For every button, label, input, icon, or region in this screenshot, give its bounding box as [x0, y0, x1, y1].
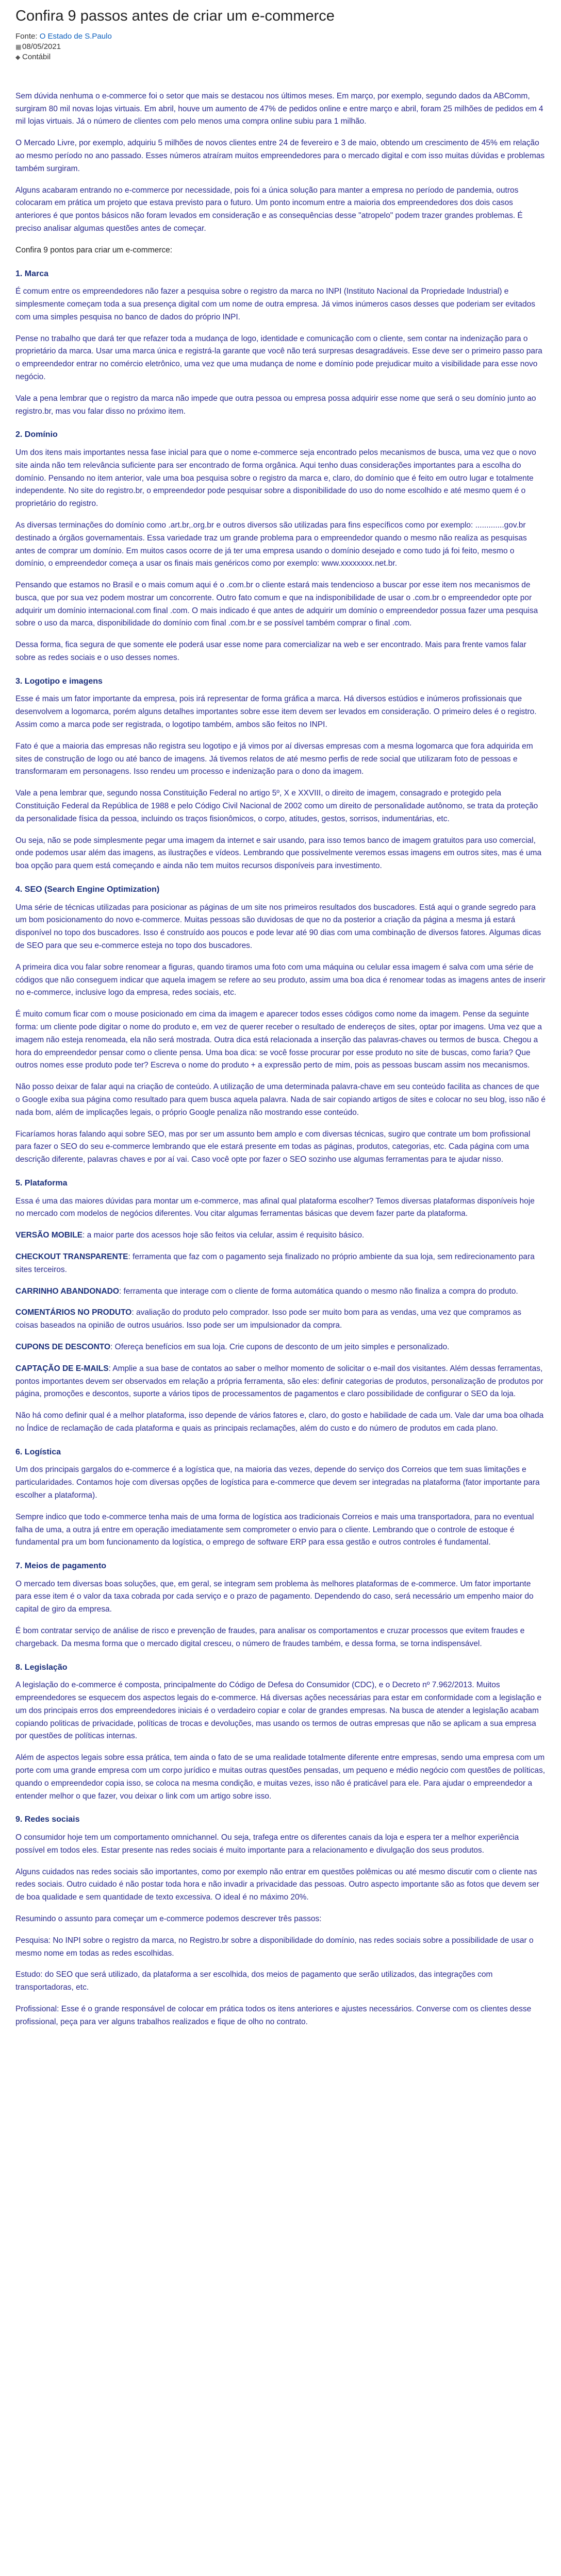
- paragraph: Essa é uma das maiores dúvidas para montar um e-commerce, mas afinal qual plataforma escolher? Temos diversas plataformas disponíveis hoje no mercado com modelos de negócios diferentes. Vou citar algumas ferramentas básicas que devem fazer parte da plataforma.: [15, 1196, 535, 1218]
- section-heading: 3. Logotipo e imagens: [15, 676, 103, 686]
- paragraph: As diversas terminações do domínio como .art.br,.org.br e outros diversos são utilizadas para fins específicos como por exemplo: .............gov.br destinado a órgãos governamentais. Essa variedade traz um grande problema para o empreendedor quando o mesmo não realiza as pesquisas antes de comprar um domínio. Em muitos casos ocorre de já ter uma empresa usando o domínio desejado e como tudo já foi feito, mesmo o domínio, o empreendedor começa a usar os finais mais genéricos como por exemplo: www.xxxxxxxx.net.br.: [15, 520, 527, 568]
- paragraph: Esse é mais um fator importante da empresa, pois irá representar de forma gráfica a marca. Há diversos estúdios e inúmeros profissionais que desenvolvem a logomarca, porém alguns detalhes importantes sobre esse item devem ser levados em consideração. O primeiro deles é o registro. Assim como a marca pode ser registrada, o logotipo também, ambos são feitos no INPI.: [15, 694, 537, 730]
- section-heading: 7. Meios de pagamento: [15, 1562, 107, 1571]
- term-description: : Amplie a sua base de contatos ao saber o melhor momento de solicitar o e-mail dos visitantes. Além dessas ferramentas, pontos importantes devem ser observados em relação a própria ferramenta, são eles: definir categorias de produtos, personalização de produtos por página, promoções e descontos, suporte a vários tipos de processamentos de pagamentos e claro possibilidade de configurar o SEO da loja.: [15, 1364, 543, 1399]
- paragraph: Pensando que estamos no Brasil e o mais comum aqui é o .com.br o cliente estará mais tendencioso a buscar por esse item nos mecanismos de busca, que por sua vez podem mostrar um concorrente. Outro fato comum e que na indisponibilidade de usar o .com.br o empreendedor opte por adquirir um domínio internacional.com final .com. O mais indicado é que antes de adquirir um domínio o empreendedor possua fazer uma pesquisa sobre o uso da marca, disponibilidade do domínio com final .com.br e se possível também comprar o final .com.: [15, 581, 538, 628]
- paragraph: Resumindo o assunto para começar um e-commerce podemos descrever três passos:: [15, 1914, 322, 1924]
- section-heading: 6. Logística: [15, 1447, 61, 1456]
- term-paragraph: [15, 1341, 546, 1354]
- paragraph: Além de aspectos legais sobre essa prática, tem ainda o fato de se uma realidade totalmente diferente entre empresas, sendo uma empresa com um porte com uma grande empresa com um corpo jurídico e muitas outras questões pensadas, um pequeno e médio negócio com questões de políticas, quando o empreendedor copia isso, se coloca na mesma condição, e muitas vezes, isso não é praticável para ele. Para ajudar o empreendedor a entender melhor o que fazer, vou deixar o link com um artigo sobre isso.: [15, 1753, 546, 1801]
- section-heading: 5. Plataforma: [15, 1178, 68, 1188]
- term-description: : avaliação do produto pelo comprador. Isso pode ser muito bom para as vendas, uma vez que compramos as coisas baseados na opinião de outros usuários. Isso pode ser um impulsionador da compra.: [15, 1308, 521, 1330]
- calendar-icon: ▦: [15, 43, 22, 50]
- paragraph: Pense no trabalho que dará ter que refazer toda a mudança de logo, identidade e comunicação com o cliente, sem contar na indenização para o proprietário da marca. Usar uma marca única e registrá-la garante que você não terá surpresas desagradáveis. Esse deve ser o primeiro passo para o empreendedor entrar no comércio eletrônico, uma vez que uma mudança de nome e domínio pode prejudicar muito a visibilidade para esse novo negócio.: [15, 334, 542, 381]
- category-link[interactable]: Contábil: [22, 52, 51, 61]
- article-title: Confira 9 passos antes de criar um e-commerce: [15, 8, 335, 24]
- term-paragraph: [15, 1229, 546, 1242]
- paragraph: Ou seja, não se pode simplesmente pegar uma imagem da internet e sair usando, para isso temos banco de imagem gratuitos para uso comercial, onde podemos usar além das imagens, as ilustrações e vídeos. Lembrando que possivelmente veremos essas imagens em outros sites, mas é uma boa opção para quem está começando e ainda não tem muitos recursos disponíveis para investimento.: [15, 836, 542, 871]
- section-heading: 1. Marca: [15, 269, 49, 278]
- term-description: : ferramenta que faz com o pagamento seja finalizado no próprio ambiente da sua loja, sem redirecionamento para sites terceiros.: [15, 1252, 535, 1274]
- term-description: : a maior parte dos acessos hoje são feitos via celular, assim é requisito básico.: [82, 1231, 365, 1240]
- term-description: : Ofereça benefícios em sua loja. Crie cupons de desconto de um jeito simples e personalizado.: [110, 1342, 450, 1351]
- term-paragraph: [15, 1285, 546, 1298]
- term-paragraph: [15, 1251, 546, 1277]
- paragraph: Uma série de técnicas utilizadas para posicionar as páginas de um site nos primeiros resultados dos buscadores. Está aqui o grande segredo para um bom posicionamento do novo e-commerce. Muitas pessoas são duvidosas de que no da posterior a criação da página a mesma já estará disponível no topo dos buscadores. Isso é construído aos poucos e pode levar até 90 dias com uma combinação de diversos fatores. Algumas dicas de SEO para que seu e-commerce esteja no topo dos buscadores.: [15, 903, 541, 951]
- term-name: VERSÃO MOBILE: [15, 1231, 83, 1240]
- paragraph: Alguns acabaram entrando no e-commerce por necessidade, pois foi a única solução para manter a empresa no período de pandemia, outros colocaram em prática um projeto que estava previsto para o futuro. Um ponto incomum entre a maioria dos empreendedores dos dois casos anteriores é que pontos básicos não foram levados em consideração e as consequências desse "atropelo" podem trazer grandes problemas. É preciso analisar algumas questões antes de começar.: [15, 185, 523, 233]
- paragraph: Não posso deixar de falar aqui na criação de conteúdo. A utilização de uma determinada palavra-chave em seu conteúdo facilita as chances de que o Google exiba sua página como resultado para quem busca aquela palavra. Nada de sair copiando artigos de sites e colocar no seu blog, isso não é nada bom, além de implicações legais, o próprio Google penaliza não mostrando esse conteúdo.: [15, 1082, 546, 1117]
- paragraph: O Mercado Livre, por exemplo, adquiriu 5 milhões de novos clientes entre 24 de fevereiro e 3 de maio, obtendo um crescimento de 45% em relação ao mesmo período no ano passado. Esses números atraíram muitos empreendedores para o mercado digital e com isso muitas dúvidas e problemas também surgiram.: [15, 139, 545, 173]
- paragraph: A primeira dica vou falar sobre renomear a figuras, quando tiramos uma foto com uma máquina ou celular essa imagem é salva com uma série de códigos que não conseguem indicar que aquela imagem se refere ao seu produto, assim uma boa dica é renomear todas as imagens antes de inserir no e-commerce, inclusive logo da empresa, redes sociais, etc.: [15, 962, 546, 997]
- article-category-row: [15, 52, 546, 62]
- section-heading: 2. Domínio: [15, 430, 58, 439]
- paragraph: Pesquisa: No INPI sobre o registro da marca, no Registro.br sobre a disponibilidade do domínio, nas redes sociais sobre a possibilidade de usar o mesmo nome em todas as redes escolhidas.: [15, 1936, 534, 1958]
- paragraph: Ficaríamos horas falando aqui sobre SEO, mas por ser um assunto bem amplo e com diversas técnicas, sugiro que contrate um bom profissional para fazer o SEO do seu e-commerce lembrando que ele estará presente em todas as páginas, produtos, categorias, etc. Cada página com uma descrição diferente, palavras chaves e por aí vai. Caso você opte por fazer o SEO sozinho use algumas ferramentas para te ajudar nisso.: [15, 1129, 531, 1164]
- term-name: CAPTAÇÃO DE E-MAILS: [15, 1364, 109, 1373]
- paragraph: Um dos itens mais importantes nessa fase inicial para que o nome e-commerce seja encontrado pelos mecanismos de busca, uma vez que o novo site ainda não tem relevância suficiente para ser encontrado de forma orgânica. Aqui tenho duas considerações importantes para a escolha do domínio. Pensando no item anterior, vale uma boa pesquisa sobre o registro da marca e, claro, do domínio que é feito em outro lugar e totalmente independente. No site do registro.br, o empreendedor pode pesquisar sobre a disponibilidade do uso do nome escolhido e até mesmo quem é o proprietário do registro.: [15, 448, 536, 509]
- paragraph: Dessa forma, fica segura de que somente ele poderá usar esse nome para comercializar na web e ser encontrado. Mais para frente vamos falar sobre as redes sociais e o uso desses nomes.: [15, 640, 526, 663]
- source-link[interactable]: O Estado de S.Paulo: [39, 31, 112, 41]
- paragraph: Estudo: do SEO que será utilizado, da plataforma a ser escolhida, dos meios de pagamento que serão utilizados, das integrações com transportadoras, etc.: [15, 1970, 493, 1992]
- section-heading: 9. Redes sociais: [15, 1815, 80, 1824]
- paragraph: É muito comum ficar com o mouse posicionado em cima da imagem e aparecer todos esses códigos como nome da imagem. Pense da seguinte forma: um cliente pode digitar o nome do produto e, em vez de querer receber o resultado de endereços de sites, optar por imagens. Uma vez que a imagem não esteja renomeada, ela não será mostrada. Outra dica está relacionada a inserção das palavras-chaves ou termos de busca. Chegou a hora do empreendedor pensar como o cliente pensa. Uma boa dica: se você fosse procurar por esse produto no site de buscas, como faria? Que outros nomes esse produto pode ter? Escreva o nome do produto + a expressão perto de mim, pois as pessoas buscam assim nos mecanismos.: [15, 1010, 542, 1070]
- source-label: Fonte:: [15, 31, 40, 41]
- paragraph: Profissional: Esse é o grande responsável de colocar em prática todos os itens anteriores e ajustes necessários. Converse com os clientes desse profissional, peça para ver alguns trabalhos realizados e fique de olho no contrato.: [15, 2005, 532, 2026]
- section-heading: 8. Legislação: [15, 1663, 68, 1672]
- term-paragraph: [15, 1307, 546, 1332]
- term-name: CHECKOUT TRANSPARENTE: [15, 1252, 128, 1261]
- paragraph: Fato é que a maioria das empresas não registra seu logotipo e já vimos por aí diversas empresas com a mesma logomarca que fora adquirida em sites de construção de logo ou até banco de imagens. Já tivemos relatos de até mesmo perfis de rede social que utilizaram foto de pessoas e transformaram em personagens. Isso rendeu um processo e indenização para o dono da imagem.: [15, 741, 533, 776]
- paragraph: Não há como definir qual é a melhor plataforma, isso depende de vários fatores e, claro, do gosto e habilidade de cada um. Vale dar uma boa olhada no Índice de reclamação de cada plataforma e quais as principais reclamações, além do custo e do número de produtos em cada plano.: [15, 1411, 544, 1433]
- paragraph: É comum entre os empreendedores não fazer a pesquisa sobre o registro da marca no INPI (Instituto Nacional da Propriedade Industrial) e simplesmente começam toda a sua presença digital com um nome de outra empresa. Já vimos inúmeros casos desses que poderiam ser evitados com uma simples pesquisa no banco de dados do próprio INPI.: [15, 287, 535, 321]
- term-name: CARRINHO ABANDONADO: [15, 1286, 119, 1296]
- article-body: [15, 90, 546, 2029]
- paragraph: O mercado tem diversas boas soluções, que, em geral, se integram sem problema às melhores plataformas de e-commerce. Um fator importante para esse item é o valor da taxa cobrada por cada serviço e o prazo de pagamento. Dependendo do caso, será necessário um empenho maior do capital de giro da empresa.: [15, 1579, 534, 1614]
- paragraph: É bom contratar serviço de análise de risco e prevenção de fraudes, para analisar os comportamentos e cruzar processos que evitem fraudes e chargeback. Da mesma forma que o mercado digital cresceu, o número de fraudes também, e dessa forma, se torna indispensável.: [15, 1626, 525, 1648]
- paragraph: Sempre indico que todo e-commerce tenha mais de uma forma de logística aos tradicionais Correios e mais uma transportadora, para no eventual falha de uma, a outra já entre em operação imediatamente sem comprometer o envio para o cliente. Lembrando que o controle de estoque é fundamental pra um bom funcionamento da logística, o emprego de software ERP para essa gestão e outros controles é fundamental.: [15, 1512, 534, 1547]
- paragraph: Alguns cuidados nas redes sociais são importantes, como por exemplo não entrar em questões polêmicas ou até mesmo discutir com o cliente nas redes sociais. Outro cuidado é não postar toda hora e não invadir a privacidade das pessoas. Outro aspecto importante são as fotos que devem ser de boa qualidade e sem quantidade de texto excessiva. O ideal é no máximo 20%.: [15, 1867, 539, 1902]
- paragraph: Sem dúvida nenhuma o e-commerce foi o setor que mais se destacou nos últimos meses. Em março, por exemplo, segundo dados da ABComm, surgiram 80 mil novas lojas virtuais. Em abril, houve um aumento de 47% de pedidos online e entre março e abril, foram 25 milhões de pedidos em 4 mil lojas virtuais. Já o número de clientes com pelo menos uma compra online subiu para 1 milhão.: [15, 91, 543, 126]
- paragraph: Um dos principais gargalos do e-commerce é a logística que, na maioria das vezes, depende do serviço dos Correios que tem suas limitações e particularidades. Contamos hoje com diversas opções de logística para e-commerce que devem ser integradas na plataforma (fator importante para escolher a plataforma).: [15, 1465, 540, 1500]
- paragraph: O consumidor hoje tem um comportamento omnichannel. Ou seja, trafega entre os diferentes canais da loja e espera ter a melhor experiência possível em todos eles. Estar presente nas redes sociais é muito importante para a relacionamento e divulgação dos seus produtos.: [15, 1833, 519, 1855]
- section-heading: 4. SEO (Search Engine Optimization): [15, 885, 160, 894]
- paragraph: A legislação do e-commerce é composta, principalmente do Código de Defesa do Consumidor (CDC), e o Decreto nº 7.962/2013. Muitos empreendedores se esquecem dos aspectos legais do e-commerce. Há diversas ações necessárias para estar em conformidade com a legislação e um dos principais erros dos empreendedores iniciais é o verdadeiro copiar e colar de grandes empresas. Na busca de atender a legislação acabam copiando politicas de privacidade, políticas de trocas e devoluções, mas usando os termos de outras empresas que não se aplicam a sua empresa por questões de políticas internas.: [15, 1681, 542, 1741]
- article-date-row: [15, 42, 546, 52]
- term-name: COMENTÁRIOS NO PRODUTO: [15, 1308, 132, 1317]
- tag-icon: ◆: [15, 53, 21, 61]
- article-source: [15, 31, 546, 42]
- term-name: CUPONS DE DESCONTO: [15, 1342, 111, 1351]
- paragraph: Vale a pena lembrar que o registro da marca não impede que outra pessoa ou empresa possa adquirir esse nome que será o seu domínio junto ao registro.br, mas vou falar disso no próximo item.: [15, 394, 536, 416]
- paragraph: Vale a pena lembrar que, segundo nossa Constituição Federal no artigo 5º, X e XXVIII, o direito de imagem, consagrado e protegido pela Constituição Federal da República de 1988 e pelo Código Civil Nacional de 2002 como um direito de personalidade autônomo, se trata da proteção da personalidade física da pessoa, incluindo os traços fisionômicos, o corpo, atitudes, gestos, sorrisos, indumentárias, etc.: [15, 789, 538, 823]
- paragraph: Confira 9 pontos para criar um e-commerce:: [15, 245, 173, 255]
- term-paragraph: [15, 1363, 546, 1401]
- article-date: 08/05/2021: [22, 42, 61, 51]
- term-description: : ferramenta que interage com o cliente de forma automática quando o mesmo não finaliza a compra do produto.: [119, 1286, 518, 1296]
